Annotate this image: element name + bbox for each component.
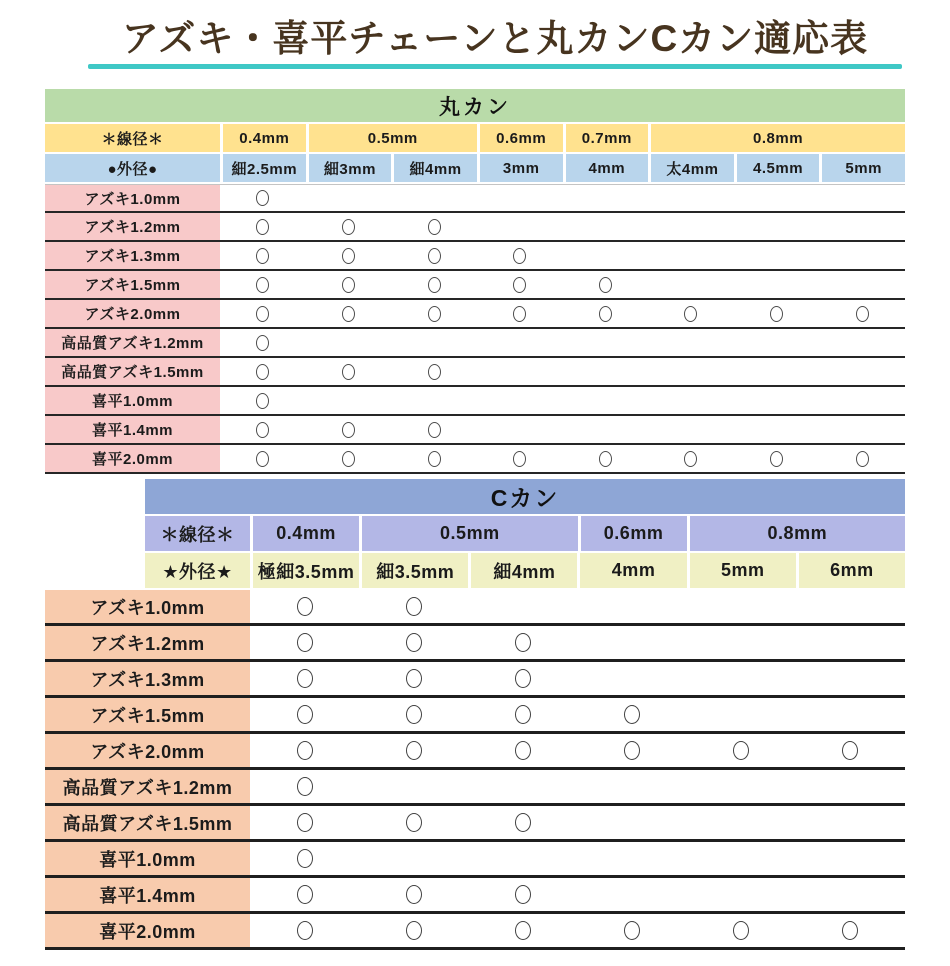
mark-cell (734, 271, 820, 298)
mark-cell (468, 878, 577, 911)
mark-cell (577, 698, 686, 731)
mark-cell (359, 734, 468, 767)
outer-diameter-cell: 6mm (796, 553, 905, 588)
compat-circle-icon (342, 277, 355, 293)
table-ckan (0, 479, 950, 950)
compat-circle-icon (342, 364, 355, 380)
mark-cell (250, 914, 359, 947)
mark-cell (563, 358, 649, 385)
compat-circle-icon (842, 741, 858, 760)
compat-circle-icon (515, 669, 531, 688)
mark-cell (819, 271, 905, 298)
mark-cell (359, 914, 468, 947)
chain-label: 高品質アズキ1.5mm (45, 358, 220, 385)
compat-circle-icon (842, 921, 858, 940)
compat-circle-icon (406, 885, 422, 904)
mark-cell (391, 300, 477, 327)
mark-cell (306, 387, 392, 414)
table-title-band: Cカン (145, 479, 905, 514)
wire-diameter-cell: 0.5mm (306, 124, 477, 152)
outer-diameter-row (45, 154, 905, 182)
compat-circle-icon (256, 219, 269, 235)
mark-cell (687, 626, 796, 659)
mark-cell (563, 329, 649, 356)
mark-cell (563, 242, 649, 269)
compat-circle-icon (297, 777, 313, 796)
chain-row (45, 878, 905, 914)
page-title: アズキ・喜平チェーンと丸カンCカン適応表 (121, 18, 869, 59)
outer-diameter-cell: 細3.5mm (359, 553, 468, 588)
table-body (45, 590, 905, 950)
mark-cell (468, 626, 577, 659)
mark-cell (819, 387, 905, 414)
mark-cell (359, 770, 468, 803)
mark-cell (687, 842, 796, 875)
chain-row (45, 416, 905, 445)
compat-circle-icon (256, 451, 269, 467)
compat-circle-icon (513, 306, 526, 322)
mark-cell (477, 329, 563, 356)
mark-cell (359, 698, 468, 731)
mark-cell (306, 271, 392, 298)
wire-diameter-cell: 0.4mm (220, 124, 306, 152)
mark-cell (391, 213, 477, 240)
mark-cell (250, 662, 359, 695)
mark-cell (819, 213, 905, 240)
wire-diameter-cell: 0.6mm (578, 516, 687, 551)
wire-diameter-row (145, 516, 905, 551)
mark-cell (796, 734, 905, 767)
mark-cell (687, 662, 796, 695)
compat-circle-icon (297, 633, 313, 652)
chain-label: アズキ1.2mm (45, 213, 220, 240)
wire-diameter-cell: 0.8mm (687, 516, 905, 551)
mark-cell (819, 358, 905, 385)
compat-circle-icon (256, 393, 269, 409)
mark-cell (563, 445, 649, 472)
mark-cell (468, 698, 577, 731)
mark-cell (359, 878, 468, 911)
outer-diameter-cell: 3mm (477, 154, 563, 182)
mark-cell (250, 878, 359, 911)
chain-row (45, 213, 905, 242)
mark-cell (563, 213, 649, 240)
mark-cell (220, 329, 306, 356)
chain-row (45, 734, 905, 770)
mark-cell (563, 387, 649, 414)
mark-cell (391, 271, 477, 298)
compat-circle-icon (733, 741, 749, 760)
mark-cell (250, 698, 359, 731)
mark-cell (648, 416, 734, 443)
compat-circle-icon (297, 885, 313, 904)
compat-circle-icon (733, 921, 749, 940)
outer-diameter-row-label: ★外径★ (145, 553, 250, 588)
chain-label: アズキ2.0mm (45, 734, 250, 767)
mark-cell (359, 626, 468, 659)
mark-cell (391, 387, 477, 414)
mark-cell (734, 445, 820, 472)
wire-diameter-row-label: ＊線径＊ (45, 124, 220, 152)
mark-cell (477, 358, 563, 385)
chain-row (45, 300, 905, 329)
compat-circle-icon (770, 451, 783, 467)
wire-diameter-cell: 0.6mm (477, 124, 563, 152)
mark-cell (359, 662, 468, 695)
mark-cell (734, 329, 820, 356)
mark-cell (734, 300, 820, 327)
mark-cell (577, 878, 686, 911)
mark-cell (477, 185, 563, 211)
mark-cell (648, 300, 734, 327)
chain-label: アズキ1.3mm (45, 242, 220, 269)
compat-circle-icon (297, 669, 313, 688)
compat-circle-icon (406, 705, 422, 724)
mark-cell (648, 387, 734, 414)
mark-cell (577, 626, 686, 659)
mark-cell (796, 878, 905, 911)
outer-diameter-cell: 細4mm (391, 154, 477, 182)
mark-cell (734, 358, 820, 385)
mark-cell (563, 185, 649, 211)
mark-cell (220, 387, 306, 414)
mark-cell (577, 770, 686, 803)
compat-circle-icon (428, 306, 441, 322)
mark-cell (468, 806, 577, 839)
mark-cell (577, 734, 686, 767)
mark-cell (687, 914, 796, 947)
mark-cell (306, 300, 392, 327)
outer-diameter-cell: 4mm (577, 553, 686, 588)
outer-diameter-row (145, 553, 905, 588)
mark-cell (391, 358, 477, 385)
chain-label: 高品質アズキ1.2mm (45, 329, 220, 356)
mark-cell (477, 300, 563, 327)
compat-circle-icon (342, 422, 355, 438)
wire-diameter-row (45, 124, 905, 152)
chain-label: アズキ1.5mm (45, 698, 250, 731)
compat-circle-icon (684, 306, 697, 322)
compat-circle-icon (297, 849, 313, 868)
mark-cell (468, 842, 577, 875)
mark-cell (391, 445, 477, 472)
compat-circle-icon (513, 451, 526, 467)
mark-cell (577, 914, 686, 947)
wire-diameter-row-label: ＊線径＊ (145, 516, 250, 551)
compat-circle-icon (599, 306, 612, 322)
mark-cell (220, 242, 306, 269)
chain-row (45, 387, 905, 416)
chain-row (45, 698, 905, 734)
compat-circle-icon (513, 248, 526, 264)
mark-cell (687, 878, 796, 911)
compat-circle-icon (406, 921, 422, 940)
mark-cell (648, 185, 734, 211)
mark-cell (734, 387, 820, 414)
compat-circle-icon (513, 277, 526, 293)
compat-circle-icon (515, 633, 531, 652)
mark-cell (687, 590, 796, 623)
mark-cell (477, 213, 563, 240)
mark-cell (648, 242, 734, 269)
chain-label: 高品質アズキ1.5mm (45, 806, 250, 839)
compat-circle-icon (256, 306, 269, 322)
compat-circle-icon (684, 451, 697, 467)
outer-diameter-cell: 5mm (819, 154, 905, 182)
mark-cell (468, 734, 577, 767)
compat-circle-icon (256, 248, 269, 264)
compat-circle-icon (599, 451, 612, 467)
outer-diameter-cell: 極細3.5mm (250, 553, 359, 588)
chain-row (45, 770, 905, 806)
chain-row (45, 358, 905, 387)
chain-label: 喜平1.0mm (45, 387, 220, 414)
mark-cell (306, 358, 392, 385)
chain-label: アズキ2.0mm (45, 300, 220, 327)
mark-cell (577, 842, 686, 875)
compat-circle-icon (342, 248, 355, 264)
chain-row (45, 242, 905, 271)
mark-cell (477, 271, 563, 298)
mark-cell (359, 806, 468, 839)
mark-cell (250, 842, 359, 875)
compat-circle-icon (297, 705, 313, 724)
chain-row (45, 590, 905, 626)
chain-row (45, 914, 905, 950)
title-underline (88, 64, 902, 69)
outer-diameter-cell: 5mm (687, 553, 796, 588)
outer-diameter-cell: 4mm (563, 154, 649, 182)
mark-cell (819, 300, 905, 327)
mark-cell (796, 662, 905, 695)
chain-label: 喜平1.4mm (45, 878, 250, 911)
mark-cell (734, 242, 820, 269)
compat-circle-icon (297, 813, 313, 832)
compat-circle-icon (428, 364, 441, 380)
compat-circle-icon (428, 248, 441, 264)
mark-cell (577, 662, 686, 695)
mark-cell (796, 698, 905, 731)
chain-row (45, 445, 905, 474)
mark-cell (306, 185, 392, 211)
outer-diameter-cell: 太4mm (648, 154, 734, 182)
mark-cell (391, 416, 477, 443)
compat-circle-icon (624, 741, 640, 760)
compatibility-tables (0, 89, 950, 950)
chain-label: アズキ1.0mm (45, 185, 220, 211)
compat-circle-icon (599, 277, 612, 293)
compat-circle-icon (297, 741, 313, 760)
chain-label: 喜平1.0mm (45, 842, 250, 875)
mark-cell (477, 416, 563, 443)
mark-cell (468, 662, 577, 695)
mark-cell (250, 806, 359, 839)
mark-cell (306, 213, 392, 240)
chain-row (45, 842, 905, 878)
mark-cell (796, 770, 905, 803)
compat-circle-icon (515, 813, 531, 832)
chain-label: アズキ1.2mm (45, 626, 250, 659)
compat-circle-icon (256, 335, 269, 351)
mark-cell (648, 213, 734, 240)
mark-cell (306, 416, 392, 443)
mark-cell (819, 445, 905, 472)
compat-circle-icon (406, 669, 422, 688)
page-title-block (88, 16, 902, 69)
compat-circle-icon (515, 741, 531, 760)
chain-label: アズキ1.0mm (45, 590, 250, 623)
mark-cell (391, 329, 477, 356)
mark-cell (796, 806, 905, 839)
mark-cell (468, 590, 577, 623)
mark-cell (648, 271, 734, 298)
mark-cell (250, 770, 359, 803)
mark-cell (819, 329, 905, 356)
compat-circle-icon (342, 306, 355, 322)
mark-cell (734, 213, 820, 240)
mark-cell (306, 329, 392, 356)
mark-cell (391, 185, 477, 211)
chain-row (45, 626, 905, 662)
mark-cell (796, 590, 905, 623)
mark-cell (250, 590, 359, 623)
chain-row (45, 662, 905, 698)
chain-label: アズキ1.3mm (45, 662, 250, 695)
compat-circle-icon (256, 190, 269, 206)
compat-circle-icon (297, 597, 313, 616)
wire-diameter-cell: 0.7mm (563, 124, 649, 152)
compat-circle-icon (406, 597, 422, 616)
mark-cell (734, 185, 820, 211)
chain-label: 高品質アズキ1.2mm (45, 770, 250, 803)
compat-circle-icon (515, 705, 531, 724)
mark-cell (220, 300, 306, 327)
outer-diameter-cell: 細2.5mm (220, 154, 306, 182)
wire-diameter-cell: 0.5mm (359, 516, 577, 551)
chain-label: 喜平1.4mm (45, 416, 220, 443)
compat-circle-icon (624, 921, 640, 940)
wire-diameter-cell: 0.8mm (648, 124, 905, 152)
outer-diameter-cell: 細3mm (306, 154, 392, 182)
mark-cell (391, 242, 477, 269)
mark-cell (734, 416, 820, 443)
mark-cell (819, 242, 905, 269)
chain-label: 喜平2.0mm (45, 445, 220, 472)
mark-cell (687, 806, 796, 839)
compat-circle-icon (856, 451, 869, 467)
mark-cell (359, 590, 468, 623)
compat-circle-icon (342, 219, 355, 235)
mark-cell (306, 242, 392, 269)
mark-cell (468, 914, 577, 947)
mark-cell (648, 445, 734, 472)
compat-circle-icon (406, 813, 422, 832)
compat-circle-icon (256, 422, 269, 438)
mark-cell (220, 416, 306, 443)
mark-cell (468, 770, 577, 803)
compat-circle-icon (428, 219, 441, 235)
mark-cell (687, 698, 796, 731)
outer-diameter-cell: 細4mm (468, 553, 577, 588)
outer-diameter-row-label: ●外径● (45, 154, 220, 182)
mark-cell (577, 590, 686, 623)
compat-circle-icon (770, 306, 783, 322)
compat-circle-icon (624, 705, 640, 724)
chain-row (45, 271, 905, 300)
mark-cell (477, 242, 563, 269)
compat-circle-icon (856, 306, 869, 322)
mark-cell (220, 213, 306, 240)
mark-cell (648, 329, 734, 356)
mark-cell (687, 734, 796, 767)
mark-cell (220, 445, 306, 472)
compat-circle-icon (256, 277, 269, 293)
mark-cell (220, 185, 306, 211)
chain-label: 喜平2.0mm (45, 914, 250, 947)
compat-circle-icon (297, 921, 313, 940)
wire-diameter-cell: 0.4mm (250, 516, 359, 551)
mark-cell (819, 185, 905, 211)
table-title-band: 丸カン (45, 89, 905, 122)
mark-cell (477, 445, 563, 472)
compat-circle-icon (342, 451, 355, 467)
compat-circle-icon (406, 741, 422, 760)
mark-cell (819, 416, 905, 443)
mark-cell (687, 770, 796, 803)
chain-row (45, 806, 905, 842)
mark-cell (306, 445, 392, 472)
table-body (45, 184, 905, 474)
compat-circle-icon (515, 921, 531, 940)
mark-cell (796, 626, 905, 659)
mark-cell (563, 416, 649, 443)
mark-cell (250, 734, 359, 767)
mark-cell (563, 300, 649, 327)
table-marukan (0, 89, 950, 474)
mark-cell (577, 806, 686, 839)
compat-circle-icon (428, 277, 441, 293)
mark-cell (250, 626, 359, 659)
outer-diameter-cell: 4.5mm (734, 154, 820, 182)
compat-circle-icon (428, 451, 441, 467)
compat-circle-icon (406, 633, 422, 652)
compat-circle-icon (256, 364, 269, 380)
compat-circle-icon (515, 885, 531, 904)
mark-cell (648, 358, 734, 385)
mark-cell (220, 358, 306, 385)
mark-cell (477, 387, 563, 414)
mark-cell (563, 271, 649, 298)
mark-cell (220, 271, 306, 298)
mark-cell (796, 842, 905, 875)
chain-row (45, 184, 905, 213)
mark-cell (796, 914, 905, 947)
compat-circle-icon (428, 422, 441, 438)
chain-label: アズキ1.5mm (45, 271, 220, 298)
chain-row (45, 329, 905, 358)
mark-cell (359, 842, 468, 875)
